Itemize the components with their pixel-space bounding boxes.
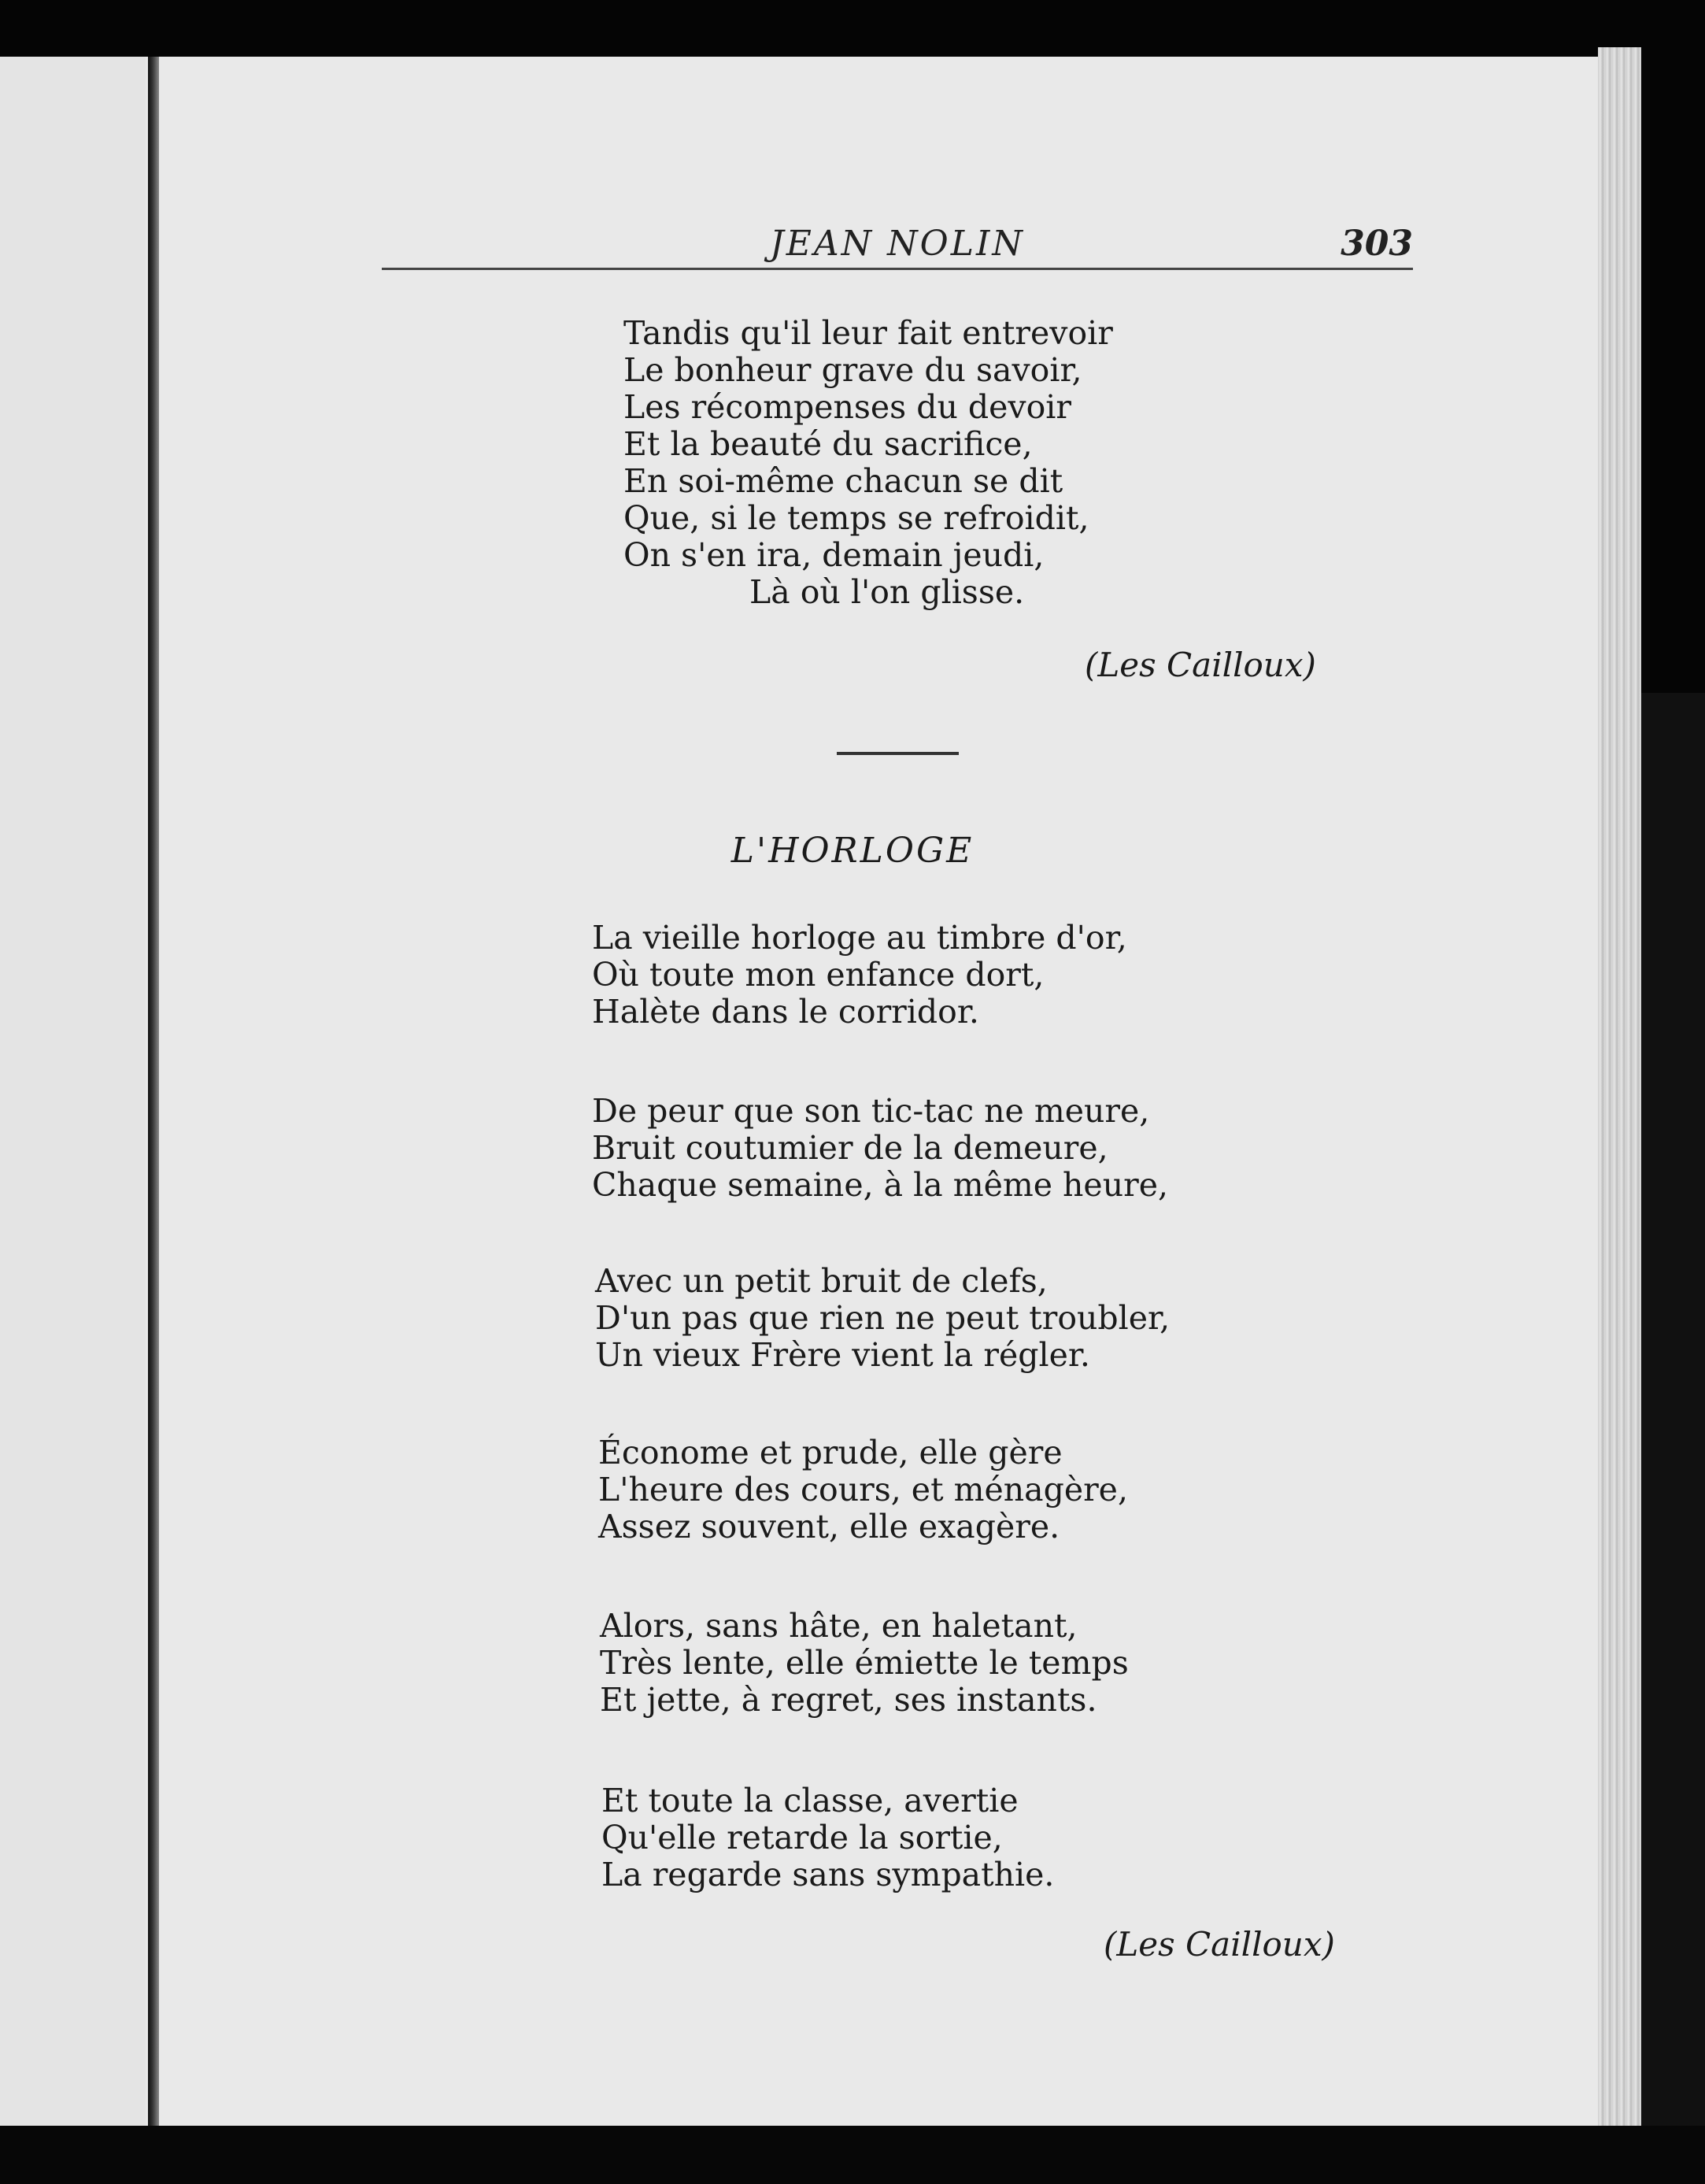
stanza-4: [598, 1434, 1128, 1545]
verse-line: Et jette, à regret, ses instants.: [600, 1681, 1097, 1719]
stanza-3: [595, 1263, 1170, 1374]
verse-line: Le bonheur grave du savoir,: [623, 351, 1082, 389]
stanza-5: [600, 1608, 1129, 1719]
verse-line: Économe et prude, elle gère: [598, 1434, 1063, 1471]
stanza-6: [601, 1782, 1054, 1893]
scan-background: [1641, 693, 1705, 2126]
running-title: JEAN NOLIN: [770, 224, 1025, 264]
verse-line: Avec un petit bruit de clefs,: [595, 1262, 1048, 1300]
poem-attribution: (Les Cailloux): [1085, 646, 1316, 684]
verse-line: Qu'elle retarde la sortie,: [601, 1819, 1003, 1856]
verse-line: On s'en ira, demain jeudi,: [623, 536, 1045, 574]
poem-continuation: [623, 315, 1113, 611]
verse-line: Chaque semaine, à la même heure,: [592, 1166, 1168, 1204]
verse-line: La regarde sans sympathie.: [601, 1856, 1055, 1893]
section-divider: [837, 752, 959, 755]
verse-line: En soi-même chacun se dit: [623, 462, 1063, 500]
book-binding: [148, 57, 159, 2126]
left-page-margin: [0, 57, 146, 2126]
page-edges: [1598, 47, 1641, 2126]
page-header: [382, 220, 1413, 270]
verse-line: Alors, sans hâte, en haletant,: [600, 1607, 1078, 1645]
verse-line: La vieille horloge au timbre d'or,: [592, 919, 1127, 957]
verse-line: Et toute la classe, avertie: [601, 1782, 1019, 1819]
verse-line: Bruit coutumier de la demeure,: [592, 1129, 1108, 1167]
verse-line: Les récompenses du devoir: [623, 388, 1071, 426]
verse-line: Halète dans le corridor.: [592, 993, 979, 1031]
verse-line: Très lente, elle émiette le temps: [600, 1644, 1129, 1682]
verse-line: Où toute mon enfance dort,: [592, 956, 1045, 994]
poem-title: L'HORLOGE: [730, 831, 975, 871]
verse-line: Que, si le temps se refroidit,: [623, 499, 1089, 537]
verse-line: Un vieux Frère vient la régler.: [595, 1336, 1090, 1374]
verse-line: D'un pas que rien ne peut troubler,: [595, 1299, 1171, 1337]
stanza-2: [592, 1093, 1168, 1204]
verse-line: Là où l'on glisse.: [749, 573, 1025, 611]
verse-line: Assez souvent, elle exagère.: [598, 1508, 1060, 1545]
page-number: 303: [1341, 224, 1413, 264]
verse-line: Tandis qu'il leur fait entrevoir: [623, 314, 1113, 352]
verse-line: L'heure des cours, et ménagère,: [598, 1471, 1128, 1508]
verse-line: Et la beauté du sacrifice,: [623, 425, 1033, 463]
scan-bottom-border: [0, 2126, 1705, 2184]
stanza-1: [592, 920, 1127, 1031]
poem-attribution: (Les Cailloux): [1104, 1925, 1335, 1964]
verse-line: De peur que son tic-tac ne meure,: [592, 1092, 1150, 1130]
